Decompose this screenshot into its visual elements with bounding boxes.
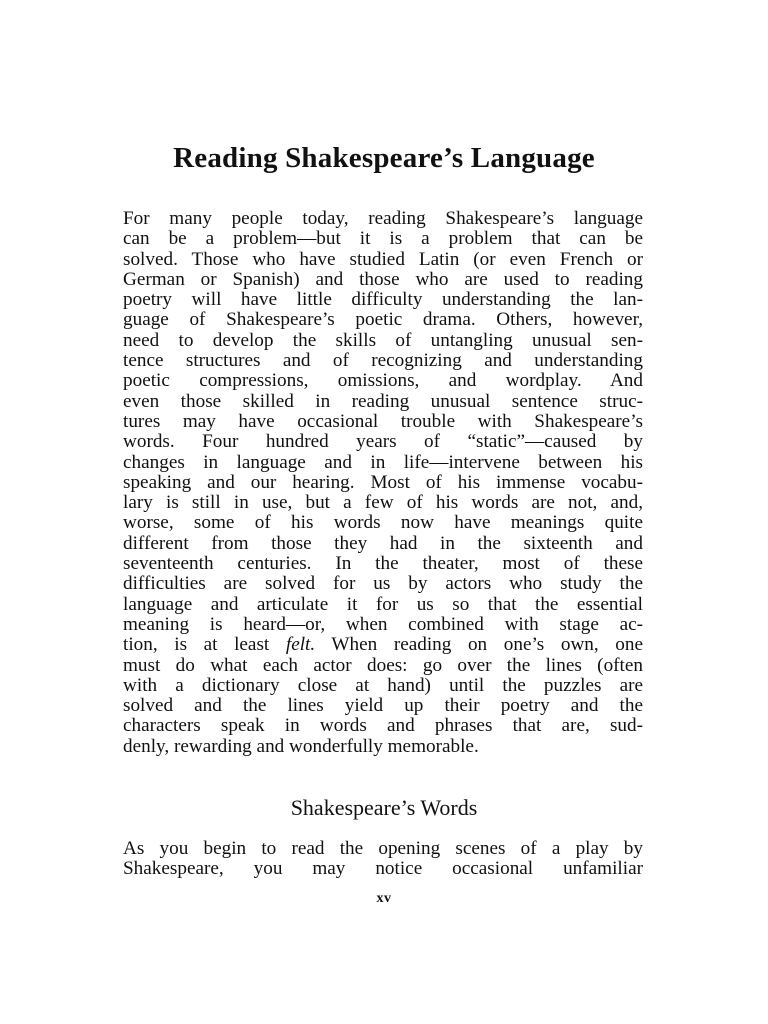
- page-number: xv: [376, 891, 392, 906]
- next-paragraph: [123, 839, 643, 880]
- body-paragraph: [123, 209, 643, 757]
- paragraph-line: changes in language and in life—intervene between his: [123, 452, 643, 473]
- paragraph-line: seventeenth centuries. In the theater, most of these: [123, 554, 643, 575]
- paragraph-line: speaking and our hearing. Most of his immense vocabu-: [123, 472, 643, 493]
- line-text-after-italic: When reading on one’s own, one: [315, 635, 643, 656]
- paragraph-line: As you begin to read the opening scenes of a play by: [123, 839, 643, 859]
- paragraph-line: Shakespeare, you may notice occasional unfamiliar: [123, 859, 643, 880]
- paragraph-line: worse, some of his words now have meanings quite: [123, 513, 643, 534]
- paragraph-line: meaning is heard—or, when combined with stage ac-: [123, 614, 643, 635]
- paragraph-line: poetic compressions, omissions, and wordplay. And: [123, 371, 643, 392]
- paragraph-line: solved and the lines yield up their poetry and the: [123, 696, 643, 717]
- paragraph-line: words. Four hundred years of “static”—caused by: [123, 432, 643, 453]
- paragraph-line-with-italic: [123, 635, 643, 655]
- paragraph-line: For many people today, reading Shakespeare’s language: [123, 209, 643, 229]
- paragraph-line: denly, rewarding and wonderfully memorable.: [123, 736, 479, 757]
- paragraph-line: German or Spanish) and those who are used to reading: [123, 269, 643, 290]
- paragraph-line: solved. Those who have studied Latin (or even French or: [123, 249, 643, 270]
- paragraph-line: need to develop the skills of untangling unusual sen-: [123, 330, 643, 351]
- paragraph-line: language and articulate it for us so that the essential: [123, 594, 643, 615]
- paragraph-line: guage of Shakespeare’s poetic drama. Others, however,: [123, 310, 643, 331]
- paragraph-line: with a dictionary close at hand) until the puzzles are: [123, 675, 643, 696]
- paragraph-line: lary is still in use, but a few of his words are not, and,: [123, 493, 643, 514]
- section-heading: Shakespeare’s Words: [290, 795, 478, 820]
- italic-word: felt.: [285, 635, 316, 656]
- paragraph-line: tence structures and of recognizing and understanding: [123, 351, 643, 372]
- line-text-before-italic: tion, is at least: [123, 635, 286, 656]
- paragraph-line: different from those they had in the sixteenth and: [123, 533, 643, 554]
- paragraph-line: tures may have occasional trouble with Shakespeare’s: [123, 411, 643, 432]
- paragraph-line: difficulties are solved for us by actors who study the: [123, 574, 643, 595]
- paragraph-line: poetry will have little difficulty understanding the lan-: [123, 290, 643, 311]
- paragraph-line: characters speak in words and phrases that are, sud-: [123, 716, 643, 737]
- paragraph-line: can be a problem—but it is a problem that can be: [123, 229, 643, 250]
- page-title: Reading Shakespeare’s Language: [173, 142, 595, 174]
- paragraph-line: even those skilled in reading unusual sentence struc-: [123, 391, 643, 412]
- paragraph-line: must do what each actor does: go over the lines (often: [123, 655, 643, 676]
